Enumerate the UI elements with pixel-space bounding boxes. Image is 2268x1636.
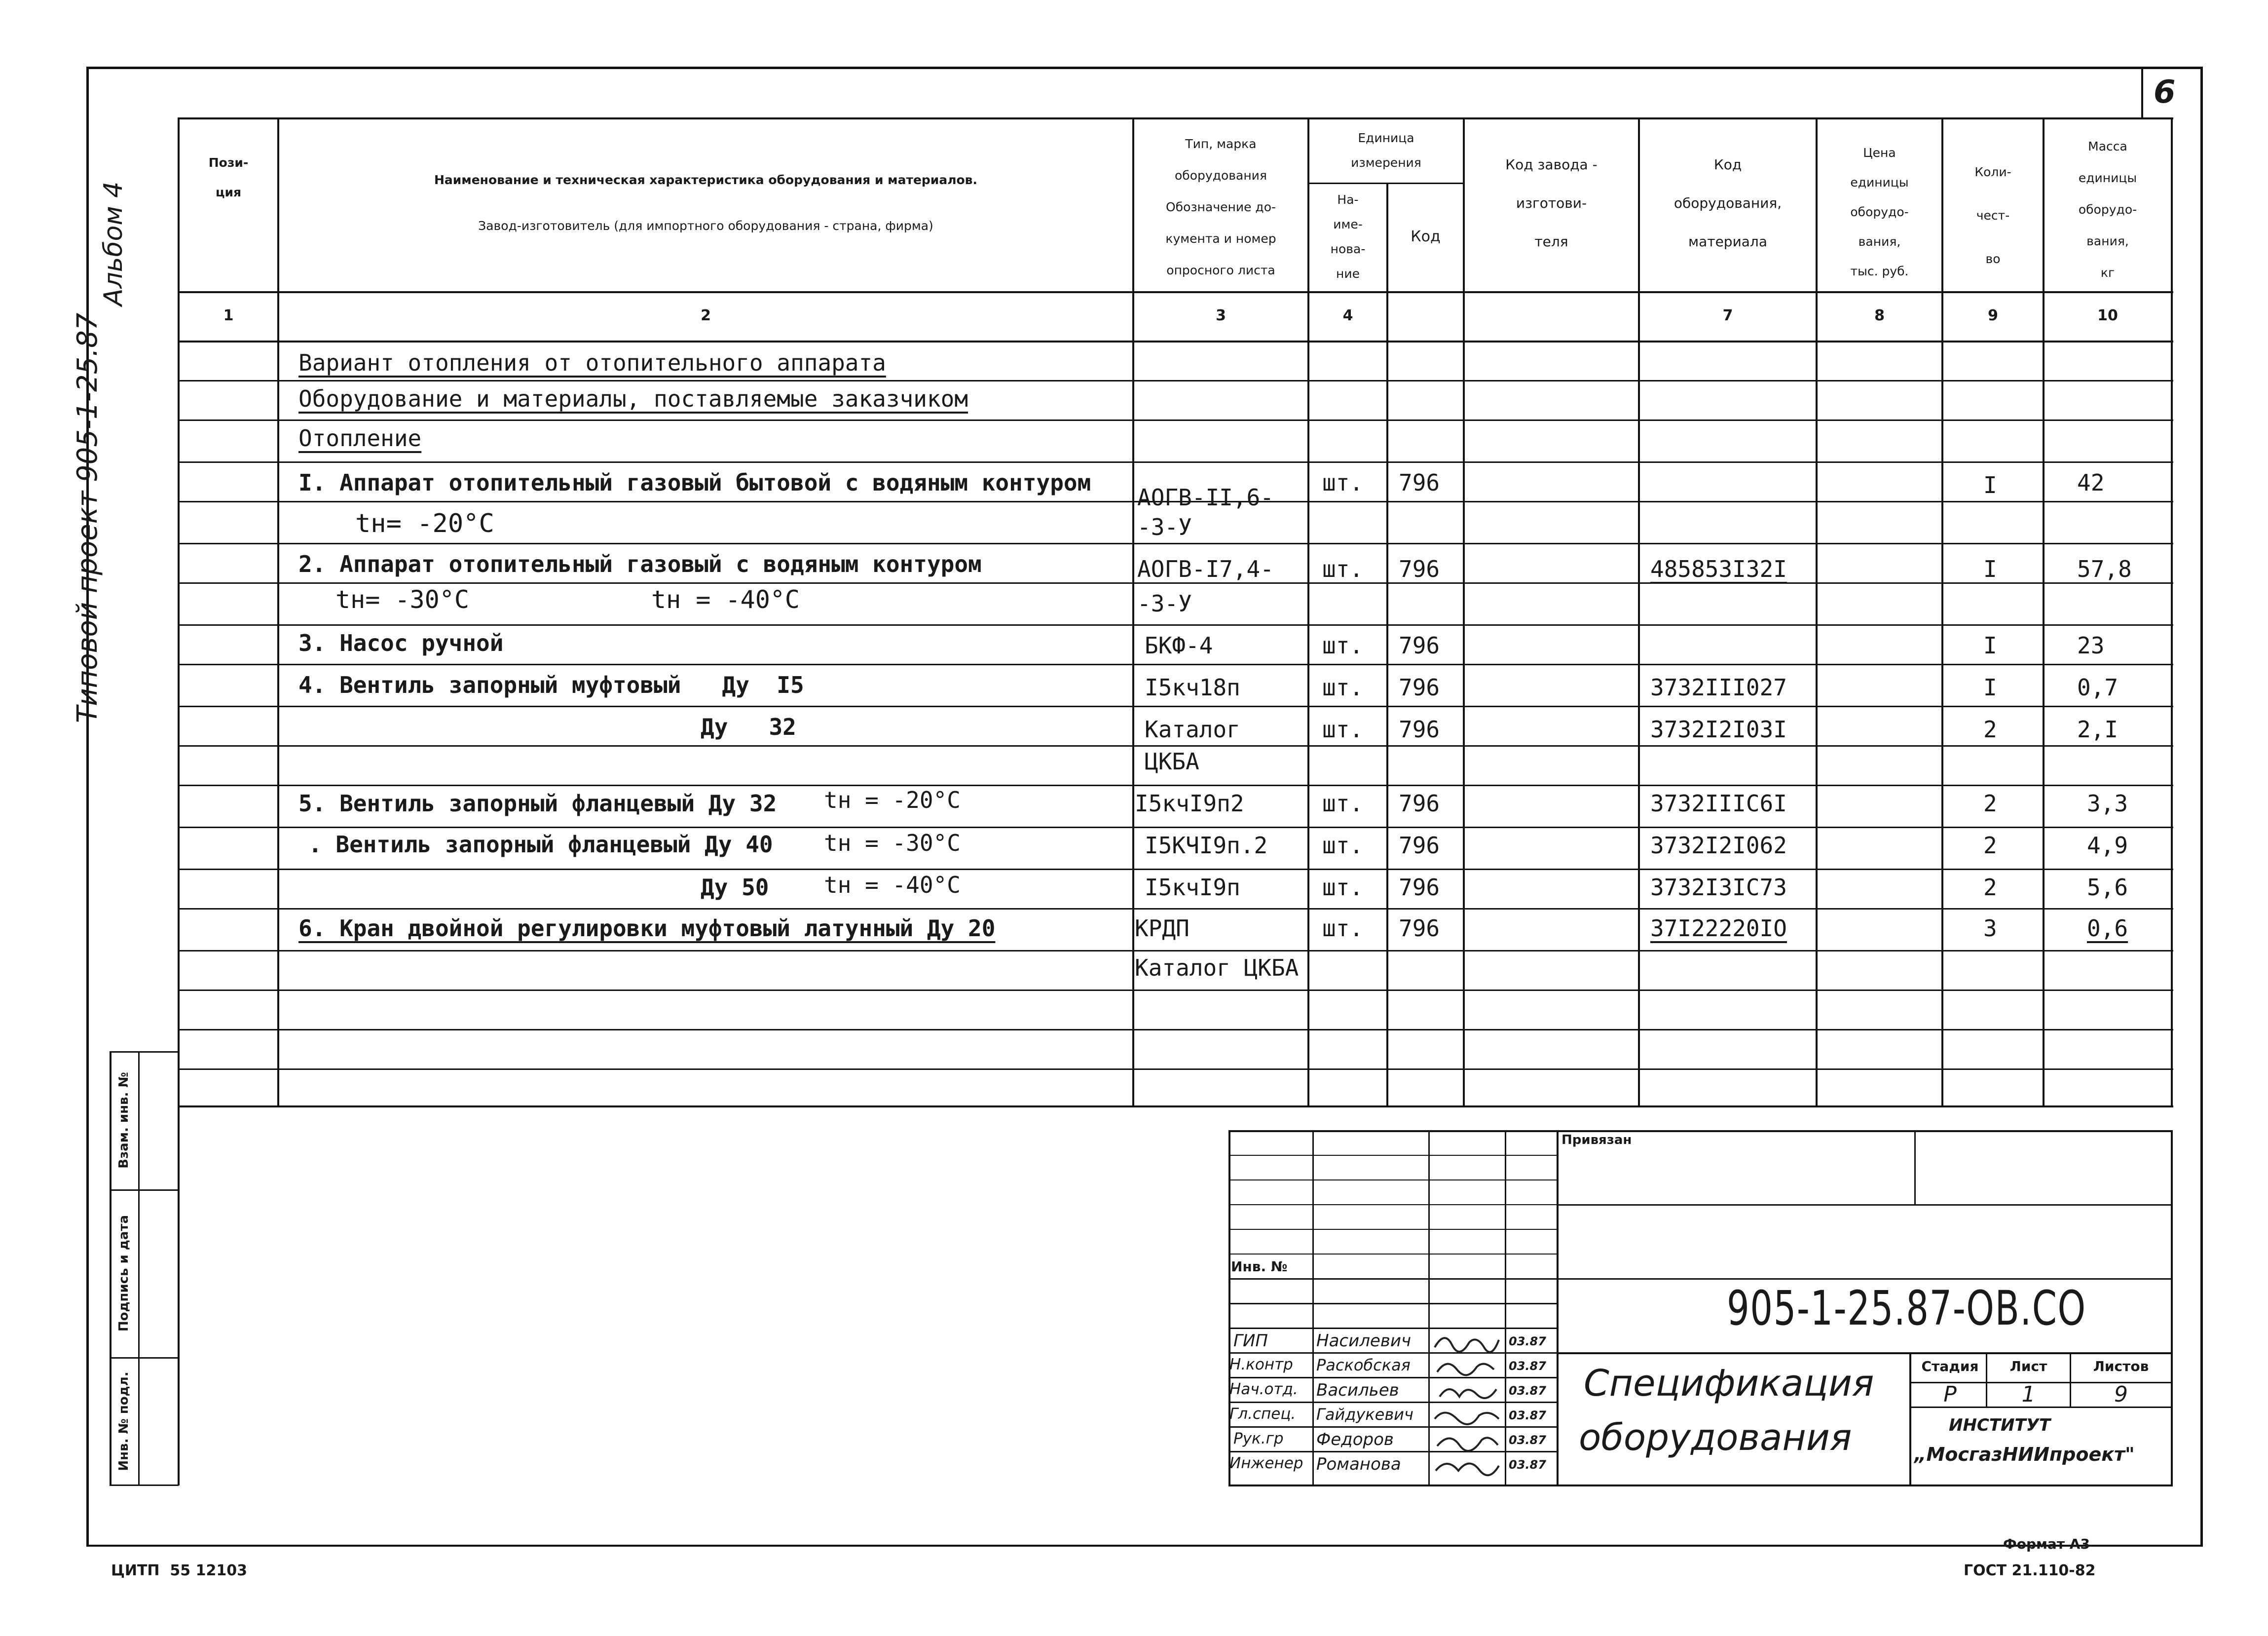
item-name: . Вентиль запорный фланцевый Ду 40 bbox=[308, 831, 773, 858]
signer-role: Рук.гр bbox=[1233, 1430, 1284, 1447]
col-number: 10 bbox=[2097, 307, 2118, 324]
item-equipment-code: 3732I3IC73 bbox=[1650, 874, 1787, 901]
signer-role: Н.контр bbox=[1229, 1356, 1293, 1373]
item-mass: 57,8 bbox=[2077, 556, 2132, 582]
signer-name: Васильев bbox=[1316, 1380, 1399, 1400]
gost-label: ГОСТ 21.110-82 bbox=[1964, 1562, 2096, 1579]
frame-left bbox=[86, 67, 89, 1545]
item-temp-2: tн = -40°С bbox=[651, 585, 800, 614]
section-title: Оборудование и материалы, поставляемые заказчиком bbox=[298, 385, 968, 412]
item-type: -3-У bbox=[1137, 514, 1192, 540]
item-mass: 23 bbox=[2077, 632, 2105, 659]
item-temp: tн= -30°С bbox=[335, 585, 469, 614]
document-title-line1: Спецификация bbox=[1584, 1362, 1874, 1405]
header-mass: Масса единицы оборудо- вания, кг bbox=[2078, 139, 2137, 280]
item-qty: 2 bbox=[1983, 832, 1997, 859]
item-type: Каталог bbox=[1145, 716, 1240, 743]
header-equipment-code: Код оборудования, материала bbox=[1673, 156, 1782, 250]
item-temp: tн = -30°С bbox=[824, 830, 961, 856]
item-type: I5кчI9п bbox=[1145, 874, 1240, 901]
sheets-value: 9 bbox=[2114, 1382, 2128, 1407]
item-unit: шт. bbox=[1322, 556, 1364, 582]
item-type: АОГВ-II,6- bbox=[1137, 484, 1274, 511]
sheet-value: 1 bbox=[2021, 1382, 2036, 1407]
item-unit-code: 796 bbox=[1399, 832, 1440, 859]
item-unit: шт. bbox=[1322, 716, 1364, 743]
header-quantity: Коли- чест- во bbox=[1974, 165, 2011, 266]
header-unit-code: Код bbox=[1411, 228, 1441, 245]
citp-label: ЦИТП 55 12103 bbox=[111, 1562, 247, 1579]
item-unit-code: 796 bbox=[1399, 469, 1440, 496]
item-unit-code: 796 bbox=[1399, 915, 1440, 942]
signer-name: Романова bbox=[1316, 1454, 1401, 1474]
item-name: 6. Кран двойной регулировки муфтовый латунный Ду 20 bbox=[298, 915, 996, 942]
item-equipment-code: 37I22220IO bbox=[1650, 915, 1787, 942]
item-type: АОГВ-I7,4- bbox=[1137, 556, 1274, 582]
header-position: Пози- ция bbox=[208, 155, 249, 199]
sheet-box-left bbox=[2141, 69, 2143, 118]
privyazan-label: Привязан bbox=[1562, 1133, 1632, 1147]
signer-date: 03.87 bbox=[1509, 1359, 1546, 1373]
organization-line1: ИНСТИТУТ bbox=[1949, 1415, 2051, 1435]
item-unit: шт. bbox=[1322, 915, 1364, 942]
signer-name: Гайдукевич bbox=[1316, 1405, 1413, 1424]
item-unit: шт. bbox=[1322, 874, 1364, 901]
item-equipment-code: 3732I2I062 bbox=[1650, 832, 1787, 859]
item-qty: 2 bbox=[1983, 790, 1997, 817]
item-unit-code: 796 bbox=[1399, 790, 1440, 817]
header-price: Цена единицы оборудо- вания, тыс. руб. bbox=[1850, 146, 1909, 278]
item-mass: 5,6 bbox=[2087, 874, 2128, 901]
item-mass: 0,6 bbox=[2087, 915, 2128, 942]
signer-date: 03.87 bbox=[1509, 1433, 1546, 1447]
item-type: БКФ-4 bbox=[1145, 632, 1213, 659]
item-mass: 0,7 bbox=[2077, 674, 2119, 701]
item-unit-code: 796 bbox=[1399, 674, 1440, 701]
header-factory-code: Код завода - изготови- теля bbox=[1505, 156, 1598, 250]
col-number: 4 bbox=[1342, 307, 1353, 324]
item-unit: шт. bbox=[1322, 469, 1364, 496]
signer-date: 03.87 bbox=[1509, 1384, 1546, 1398]
stage-value: Р bbox=[1943, 1382, 1957, 1407]
section-title: Отопление bbox=[298, 425, 422, 452]
header-unit: Единица измерения bbox=[1351, 131, 1421, 170]
frame-right bbox=[2200, 67, 2203, 1545]
col-number: 9 bbox=[1988, 307, 1998, 324]
signer-role: Гл.спец. bbox=[1229, 1405, 1296, 1423]
signer-date: 03.87 bbox=[1509, 1334, 1546, 1348]
item-equipment-code: 3732IIIC6I bbox=[1650, 790, 1787, 817]
item-equipment-code: 485853I32I bbox=[1650, 556, 1787, 582]
signer-role: ГИП bbox=[1233, 1331, 1268, 1351]
col-number: 8 bbox=[1874, 307, 1885, 324]
label-inv-original: Инв. № подл. bbox=[116, 1371, 131, 1471]
item-type: ЦКБА bbox=[1145, 748, 1199, 775]
item-temp: tн= -20°С bbox=[355, 509, 494, 538]
header-unit-name: На- име- нова- ние bbox=[1330, 192, 1366, 281]
label-replaced-inv: Взам. инв. № bbox=[116, 1072, 131, 1169]
item-qty: 2 bbox=[1983, 874, 1997, 901]
item-qty: 2 bbox=[1983, 716, 1997, 743]
item-mass: 4,9 bbox=[2087, 832, 2128, 859]
col-number: 3 bbox=[1216, 307, 1226, 324]
item-name: Ду 32 bbox=[701, 714, 796, 740]
item-temp: tн = -40°С bbox=[824, 872, 961, 898]
item-type: Каталог ЦКБА bbox=[1135, 954, 1299, 981]
item-unit-code: 796 bbox=[1399, 556, 1440, 582]
format-label: Формат А3 bbox=[2003, 1536, 2090, 1552]
item-qty: I bbox=[1983, 556, 1997, 582]
item-type: КРДП bbox=[1135, 915, 1190, 942]
item-unit-code: 796 bbox=[1399, 874, 1440, 901]
sheet-number: 6 bbox=[2154, 74, 2176, 111]
signer-name: Насилевич bbox=[1316, 1331, 1412, 1351]
signer-date: 03.87 bbox=[1509, 1458, 1546, 1472]
document-code: 905-1-25.87-ОВ.СО bbox=[1727, 1281, 2086, 1336]
item-equipment-code: 3732I2I03I bbox=[1650, 716, 1787, 743]
item-name: 4. Вентиль запорный муфтовый Ду I5 bbox=[298, 672, 804, 698]
item-type: I5КЧI9п.2 bbox=[1145, 832, 1268, 859]
item-name: 3. Насос ручной bbox=[298, 630, 504, 656]
item-qty: I bbox=[1983, 632, 1997, 659]
item-mass: 42 bbox=[2077, 469, 2105, 496]
sheet-label: Лист bbox=[2009, 1358, 2047, 1374]
item-name: 2. Аппарат отопительный газовый с водяным контуром bbox=[298, 551, 982, 577]
item-type: I5кч18п bbox=[1145, 674, 1240, 701]
item-unit: шт. bbox=[1322, 790, 1364, 817]
header-name-line1: Наименование и техническая характеристика оборудования и материалов. bbox=[434, 173, 977, 187]
item-qty: I bbox=[1983, 472, 1997, 498]
album-label: Альбом 4 bbox=[99, 181, 128, 306]
item-unit: шт. bbox=[1322, 674, 1364, 701]
header-type: Тип, марка оборудования Обозначение до- кумента и номер опросного листа bbox=[1165, 137, 1276, 277]
item-temp: tн = -20°С bbox=[824, 787, 961, 813]
project-label: Типовой проект 905-1-25.87 bbox=[72, 312, 104, 723]
section-title: Вариант отопления от отопительного аппарата bbox=[298, 349, 886, 376]
item-unit-code: 796 bbox=[1399, 716, 1440, 743]
item-name: Ду 50 bbox=[701, 874, 769, 901]
signer-date: 03.87 bbox=[1509, 1408, 1546, 1422]
col-number: 2 bbox=[701, 307, 711, 324]
item-qty: 3 bbox=[1983, 915, 1997, 942]
signer-name: Раскобская bbox=[1316, 1356, 1411, 1374]
signer-role: Инженер bbox=[1229, 1454, 1303, 1472]
label-signature-date: Подпись и дата bbox=[116, 1215, 131, 1332]
document-title-line2: оборудования bbox=[1579, 1416, 1852, 1459]
col-number: 7 bbox=[1722, 307, 1733, 324]
col-number: 1 bbox=[223, 307, 234, 324]
item-name: 5. Вентиль запорный фланцевый Ду 32 bbox=[298, 790, 777, 817]
item-type: I5кчI9п2 bbox=[1135, 790, 1244, 817]
sheets-label: Листов bbox=[2093, 1358, 2149, 1374]
inv-no-label: Инв. № bbox=[1231, 1258, 1288, 1275]
frame-top bbox=[86, 67, 2200, 69]
signatures bbox=[1430, 1328, 1504, 1485]
item-mass: 2,I bbox=[2077, 716, 2119, 743]
item-equipment-code: 3732III027 bbox=[1650, 674, 1787, 701]
item-unit: шт. bbox=[1322, 832, 1364, 859]
item-type: -3-У bbox=[1137, 590, 1192, 617]
item-unit: шт. bbox=[1322, 632, 1364, 659]
signer-name: Федоров bbox=[1316, 1430, 1394, 1449]
item-mass: 3,3 bbox=[2087, 790, 2128, 817]
signer-role: Нач.отд. bbox=[1229, 1380, 1298, 1398]
frame-bottom bbox=[86, 1545, 2203, 1547]
stage-label: Стадия bbox=[1921, 1358, 1979, 1374]
header-name-line2: Завод-изготовитель (для импортного оборудования - страна, фирма) bbox=[478, 219, 933, 233]
organization-line2: „МосгазНИИпроект" bbox=[1914, 1444, 2135, 1465]
item-name: I. Аппарат отопительный газовый бытовой с водяным контуром bbox=[298, 469, 1091, 496]
item-unit-code: 796 bbox=[1399, 632, 1440, 659]
item-qty: I bbox=[1983, 674, 1997, 701]
